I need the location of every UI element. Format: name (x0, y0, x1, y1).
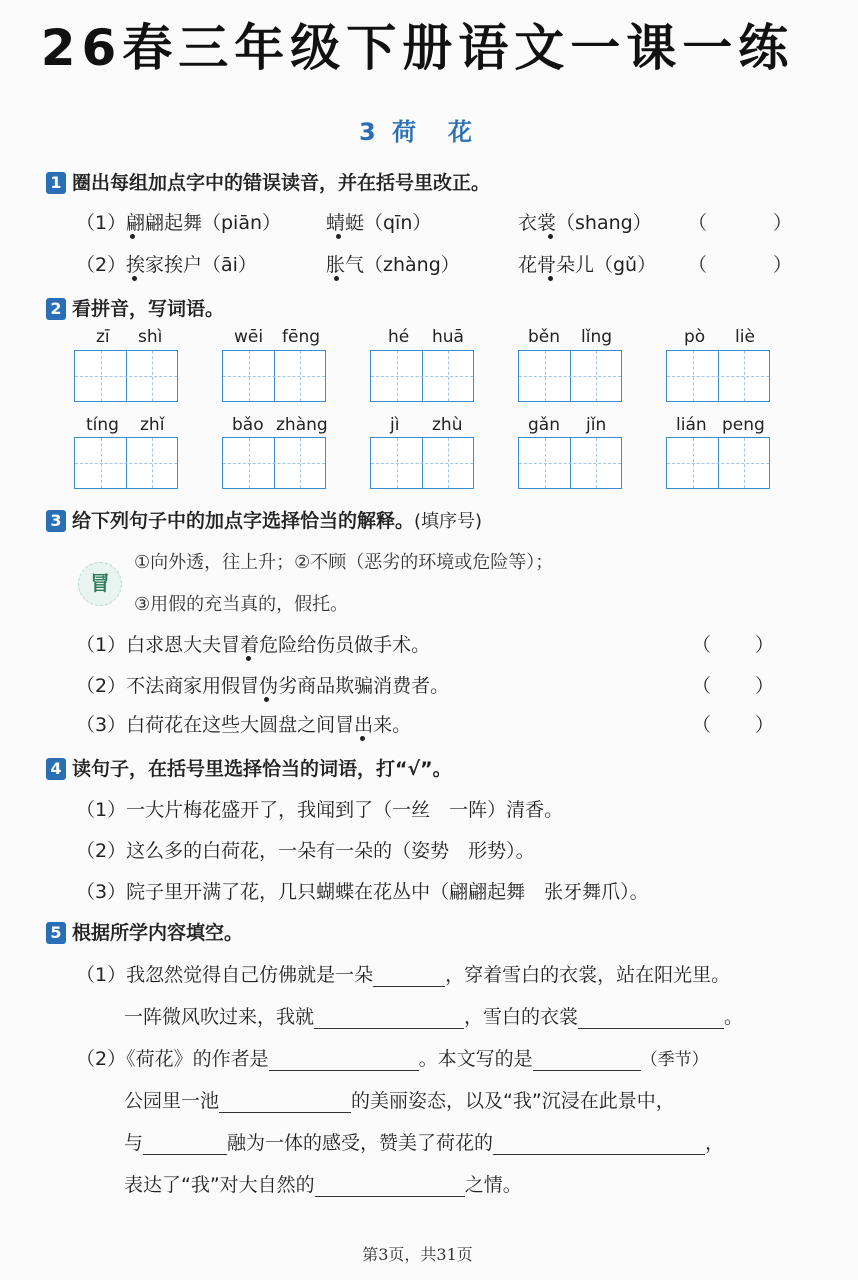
q3-s1-dot (246, 656, 251, 661)
writing-grid-r1-4[interactable] (518, 350, 622, 402)
q1-row2-word3: 花骨朵儿（gǔ） (518, 254, 657, 276)
q5-l1-text-b: ，穿着雪白的衣裳，站在阳光里。 (445, 964, 731, 986)
char-badge: 冒 (78, 562, 122, 606)
pinyin-r2-5a: lián (676, 415, 707, 435)
q5-blank-5[interactable] (533, 1048, 641, 1071)
q3-s2-dot (264, 697, 269, 702)
pinyin-r1-4b: lǐng (581, 327, 613, 347)
writing-grid-r1-3[interactable] (370, 350, 474, 402)
question-3-number: 3 (46, 510, 66, 532)
q3-answer-paren-3[interactable]: （） (692, 714, 819, 736)
q3-answer-paren-2[interactable]: （） (692, 675, 819, 697)
q1-row1-word2: 蜻蜓（qīn） (326, 212, 432, 234)
q1-row2-dot2 (334, 276, 339, 281)
question-4-text: 读句子，在括号里选择恰当的词语，打“√”。 (72, 758, 452, 780)
q1-row2-word2: 胀气（zhàng） (326, 254, 460, 276)
pinyin-r2-4b: jǐn (586, 415, 607, 435)
q3-definition-1: ①向外透，往上升；②不顾（恶劣的环境或危险等）； (134, 552, 554, 573)
pinyin-r1-2a: wēi (234, 327, 264, 347)
q5-l3-text-b: 。本文写的是 (418, 1048, 533, 1070)
q1-row1-word1: 翩翩起舞（piān） (126, 212, 282, 234)
question-5-prompt (46, 918, 243, 945)
q1-row1-dot1 (130, 234, 135, 239)
question-3-prompt (46, 506, 482, 533)
question-2-prompt (46, 294, 224, 321)
page-number-footer: 第3页，共31页 (362, 1245, 473, 1264)
question-2-text: 看拼音，写词语。 (72, 298, 225, 320)
q5-blank-6[interactable] (219, 1090, 351, 1113)
q5-l6-text-a: 表达了“我”对大自然的 (124, 1174, 315, 1196)
pinyin-r2-3a: jì (390, 415, 400, 435)
q4-sentence-3: （3）院子里开满了花，几只蝴蝶在花丛中（翩翩起舞 张牙舞爪）。 (76, 881, 649, 903)
pinyin-r1-3a: hé (388, 327, 410, 347)
q5-l4-text-a: 公园里一池 (124, 1090, 220, 1112)
pinyin-r1-4a: běn (528, 327, 561, 347)
question-5-text: 根据所学内容填空。 (72, 922, 244, 944)
question-1-text: 圈出每组加点字中的错误读音，并在括号里改正。 (72, 172, 491, 194)
q5-line-5 (124, 1128, 724, 1155)
q5-l3-text-a: （2）《荷花》的作者是 (76, 1048, 269, 1070)
question-1-prompt (46, 168, 490, 195)
q5-l4-text-b: 的美丽姿态，以及“我”沉浸在此景中， (351, 1090, 675, 1112)
q5-l5-text-a: 与 (124, 1132, 144, 1154)
pinyin-r1-3b: huā (432, 327, 464, 347)
pinyin-r2-3b: zhù (432, 415, 463, 435)
pinyin-r2-1a: tíng (86, 415, 119, 435)
q1-row1-answer-paren[interactable]: （） (688, 212, 858, 234)
q3-sentence-3: （3）白荷花在这些大圆盘之间冒出来。 (76, 714, 412, 736)
q1-row2-dot1 (132, 276, 137, 281)
q5-blank-2[interactable] (314, 1006, 464, 1029)
q1-row1-label: （1） (76, 212, 127, 234)
q5-line-3 (76, 1044, 709, 1071)
q1-row1-word3: 衣裳（shang） (518, 212, 652, 234)
writing-grid-r2-2[interactable] (222, 437, 326, 489)
q5-line-1 (76, 960, 730, 987)
q5-l5-text-b: 融为一体的感受，赞美了荷花的 (227, 1132, 494, 1154)
q1-row2-label: （2） (76, 254, 127, 276)
q5-l5-text-c: ， (705, 1132, 725, 1154)
q1-row2-word1: 挨家挨户（āi） (126, 254, 257, 276)
q1-row1-dot2 (336, 234, 341, 239)
q5-blank-7[interactable] (143, 1132, 227, 1155)
question-4-prompt (46, 754, 452, 781)
q5-l6-text-b: 之情。 (464, 1174, 522, 1196)
q5-blank-1[interactable] (373, 964, 445, 987)
q5-blank-3[interactable] (578, 1006, 724, 1029)
writing-grid-r1-5[interactable] (666, 350, 770, 402)
question-3-text: 给下列句子中的加点字选择恰当的解释。 (72, 510, 415, 532)
writing-grid-r2-1[interactable] (74, 437, 178, 489)
question-2-number: 2 (46, 298, 66, 320)
q3-definition-2: ③用假的充当真的，假托。 (134, 594, 349, 615)
writing-grid-r1-1[interactable] (74, 350, 178, 402)
q5-l1-text-a: （1）我忽然觉得自己仿佛就是一朵 (76, 964, 374, 986)
pinyin-r2-2a: bǎo (232, 415, 264, 435)
writing-grid-r2-4[interactable] (518, 437, 622, 489)
pinyin-r2-4a: gǎn (528, 415, 560, 435)
pinyin-r1-5a: pò (684, 327, 706, 347)
pinyin-r2-1b: zhǐ (140, 415, 165, 435)
q5-blank-8[interactable] (493, 1132, 705, 1155)
q5-line-6 (124, 1170, 522, 1197)
pinyin-r1-5b: liè (735, 327, 755, 347)
pinyin-r2-2b: zhàng (276, 415, 328, 435)
question-3-note: (填序号) (414, 511, 483, 532)
question-5-number: 5 (46, 922, 66, 944)
q4-sentence-1: （1）一大片梅花盛开了，我闻到了（一丝 一阵）清香。 (76, 799, 564, 821)
q5-l2-text-c: 。 (724, 1006, 744, 1028)
pinyin-r1-1a: zī (96, 327, 110, 347)
writing-grid-r2-3[interactable] (370, 437, 474, 489)
pinyin-r2-5b: peng (722, 415, 765, 435)
q1-row2-dot3 (548, 276, 553, 281)
q1-row2-answer-paren[interactable]: （） (688, 254, 858, 276)
pinyin-r1-2b: fēng (282, 327, 321, 347)
question-4-number: 4 (46, 758, 66, 780)
q3-answer-paren-1[interactable]: （） (692, 634, 819, 656)
q5-l3-text-c: （季节） (640, 1050, 709, 1070)
q5-l2-text-b: ，雪白的衣裳 (464, 1006, 579, 1028)
q4-sentence-2: （2）这么多的白荷花，一朵有一朵的（姿势 形势）。 (76, 840, 535, 862)
pinyin-r1-1b: shì (138, 327, 163, 347)
q5-blank-4[interactable] (269, 1048, 419, 1071)
q5-line-2 (124, 1002, 743, 1029)
q3-s3-dot (360, 736, 365, 741)
question-1-number: 1 (46, 172, 66, 194)
q5-l2-text-a: 一阵微风吹过来，我就 (124, 1006, 315, 1028)
q3-sentence-2: （2）不法商家用假冒伪劣商品欺骗消费者。 (76, 675, 450, 697)
q1-row1-dot3 (548, 234, 553, 239)
lesson-title: 3 荷 花 (358, 118, 477, 146)
q5-line-4 (124, 1086, 675, 1113)
page-banner-title: 26春三年级下册语文一课一练 (40, 19, 795, 77)
q3-sentence-1: （1）白求恩大夫冒着危险给伤员做手术。 (76, 634, 431, 656)
q5-blank-9[interactable] (315, 1174, 465, 1197)
writing-grid-r2-5[interactable] (666, 437, 770, 489)
writing-grid-r1-2[interactable] (222, 350, 326, 402)
